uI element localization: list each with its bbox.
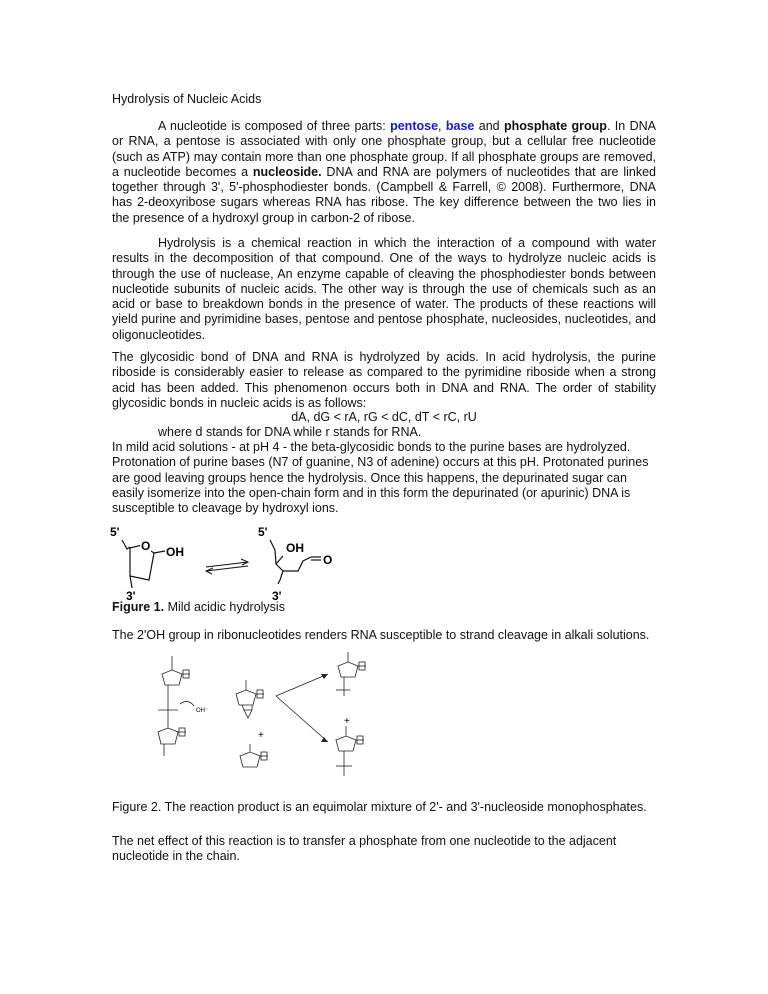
stability-order: dA, dG < rA, rG < dC, dT < rC, rU: [291, 410, 477, 424]
paragraph-hydrolysis: Hydrolysis is a chemical reaction in which the interaction of a compound with water results in the decomposition of that compound. One of the ways to hydrolyze nucleic acids is through the use of nuclease, An enzyme capable of cleaving the phosphodiester bonds between nucleotide subunits of nucleic acids. The other way is through the use of chemicals such as an acid or base to breakdown bonds in the presence of water. The products of these reactions will yield purine and pyrimidine bases, pentose and pentose phosphate, nucleosides, nucleotides, and oligonucleotides.: [112, 236, 656, 342]
stability-note: where d stands for DNA while r stands for RNA.: [158, 425, 422, 439]
figure1-label: Figure 1.: [112, 600, 165, 614]
fig1-left-ring-o: O: [141, 539, 151, 553]
paragraph-net-effect: The net effect of this reaction is to transfer a phosphate from one nucleotide to the adjacent nucleotide in the chain.: [112, 834, 617, 864]
p1-text-a: A nucleotide is composed of three parts:: [158, 119, 391, 133]
term-base: base: [445, 119, 475, 133]
term-nucleoside: nucleoside.: [252, 164, 322, 179]
p1-text-c: DNA and RNA are polymers of nucleotides that are linked together through 3', 5'-phosphodiester bonds. (Campbell & Farrell, © 2008). Furthermore, DNA has 2-deoxyribose sugars whereas RNA has ribose. The key difference between the two lies in the presence of a hydroxyl group in carbon-2 of ribose.: [112, 164, 656, 225]
term-phosphate-group: phosphate group: [503, 119, 607, 133]
figure1-caption-text: Mild acidic hydrolysis: [164, 600, 285, 614]
figure1-caption: [112, 600, 285, 614]
fig1-left-5prime: 5': [110, 525, 120, 539]
fig1-left-3prime: 3': [126, 589, 136, 603]
paragraph-mild-acid: In mild acid solutions - at pH 4 - the beta-glycosidic bonds to the purine bases are hydrolyzed. Protonation of purine bases (N7 of guanine, N3 of adenine) occurs at this pH. Protonated purines are good leaving groups hence the hydrolysis. Once this happens, the depurinated sugar can easily isomerize into the open-chain form and in this form the depurinated (or apurinic) DNA is susceptible to cleavage by hydroxyl ions.: [112, 440, 649, 516]
figure2-caption: Figure 2. The reaction product is an equimolar mixture of 2'- and 3'-nucleoside monophosphates.: [112, 800, 647, 814]
fig1-right-3prime: 3': [272, 589, 282, 603]
fig1-left-oh: OH: [166, 545, 184, 559]
fig2-plus-middle: +: [258, 730, 264, 741]
fig2-plus-right: +: [344, 716, 350, 727]
fig1-right-5prime: 5': [258, 525, 268, 539]
fig1-right-aldehyde-o: O: [323, 553, 333, 567]
fig1-right-chain: [270, 540, 283, 584]
term-pentose: pentose: [390, 119, 439, 133]
page-title: Hydrolysis of Nucleic Acids: [112, 92, 262, 106]
figure1-diagram: [108, 520, 368, 604]
fig1-left-5-chain: [122, 540, 130, 549]
fig2-hydroxide-label: OH⁻: [196, 708, 209, 714]
figure2-diagram: [150, 652, 390, 782]
p1-comma: ,: [438, 119, 446, 133]
fig1-right-oh: OH: [286, 541, 304, 555]
paragraph-glycosidic: The glycosidic bond of DNA and RNA is hydrolyzed by acids. In acid hydrolysis, the purine riboside is considerably easier to release as compared to the pyrimidine riboside when a strong acid has been added. This phenomenon occurs both in DNA and RNA. The order of stability glycosidic bonds in nucleic acids is as follows:: [112, 350, 656, 410]
p1-text-b: . In DNA or RNA, a pentose is associated with only one phosphate group, but a cellular free nucleotide (such as ATP) may contain more than one phosphate group. If all phosphate groups are removed, a nucleotide becomes a: [112, 119, 656, 179]
paragraph-nucleotide: [112, 119, 656, 226]
p1-and: and: [474, 119, 504, 133]
paragraph-2oh: The 2'OH group in ribonucleotides renders RNA susceptible to strand cleavage in alkali solutions.: [112, 628, 650, 642]
